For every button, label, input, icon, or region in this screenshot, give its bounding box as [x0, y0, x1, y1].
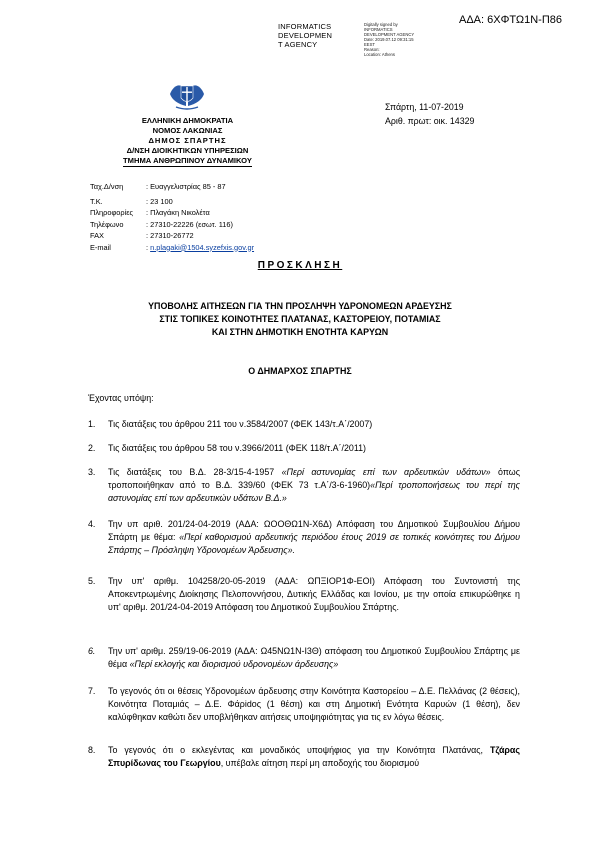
digital-signature-stamp: [278, 22, 478, 62]
document-title: ΠΡΟΣΚΛΗΣΗ: [257, 260, 343, 271]
protocol-number: Αριθ. πρωτ: οικ. 14329: [385, 116, 475, 126]
greek-coat-of-arms-icon: [168, 80, 206, 110]
agency-directorate: Δ/ΝΣΗ ΔΙΟΙΚΗΤΙΚΩΝ ΥΠΗΡΕΣΙΩΝ: [126, 146, 249, 155]
agency-municipality: ΔΗΜΟΣ ΣΠΑΡΤΗΣ: [148, 136, 227, 145]
agency-republic: ΕΛΛΗΝΙΚΗ ΔΗΜΟΚΡΑΤΙΑ: [141, 116, 234, 125]
agency-prefecture: ΝΟΜΟΣ ΛΑΚΩΝΙΑΣ: [152, 126, 223, 135]
document-page: ΑΔΑ: 6ΧΦΤΩ1Ν-Π86 INFORMATICS DEVELOPMEN T AGENCY Digitally signed by INFORMATICS DEVELOPMENT AGENCY Date: 2019.07.12 09:31:15 EEST Reason: Location: Athens ΕΛΛΗΝΙΚΗ ΔΗΜΟΚΡΑΤΙΑ ΝΟΜΟΣ ΛΑΚΩΝΙΑΣ ΔΗΜΟΣ ΣΠΑΡΤΗΣ Δ/ΝΣΗ ΔΙΟΙΚΗΤΙΚΩΝ ΥΠΗΡΕΣΙΩΝ ΤΜΗΜΑ ΑΝΘΡΩΠΙΝΟΥ ΔΥΝΑΜΙΚΟΥ Σπάρτη, 11-07-2019 Αριθ. πρωτ: οικ. 14329 Ταχ.Δ/νση : Ευαγγελιστρίας 85 - 87 Τ.Κ. : 23 100 Πληροφορίες : Πλαγάκη Νικολέτα Τηλέφωνο : 27310-22226 (εσωτ. 116) FAX : 27310-26772 E-mail : n.plagaki@1504.syzefxis.gov.gr ΠΡΟΣΚΛΗΣΗ ΥΠΟΒΟΛΗΣ ΑΙΤΗΣΕΩΝ ΓΙΑ ΤΗΝ ΠΡΟΣΛΗΨΗ ΥΔΡΟΝΟΜΕΩΝ ΑΡΔΕΥΣΗΣ ΣΤΙΣ ΤΟΠΙΚΕΣ ΚΟΙΝΟΤΗΤΕΣ ΠΛΑΤΑΝΑΣ, ΚΑΣΤΟΡΕΙΟΥ, ΠΟΤΑΜΙΑΣ ΚΑΙ ΣΤΗΝ ΔΗΜΟΤΙΚΗ ΕΝΟΤΗΤΑ ΚΑΡΥΩΝ Ο ΔΗΜΑΡΧΟΣ ΣΠΑΡΤΗΣ Έχοντας υπόψη: 1. Τις διατάξεις του άρθρου 211 του ν.3584/2007 (ΦΕΚ 143/τ.Α΄/2007) 2. Τις διατάξεις του άρθρου 58 του ν.3966/2011 (ΦΕΚ 118/τ.Α΄/2011) 3. Τις διατάξεις του Β.Δ. 28-3/15-4-1957 «Περί αστυνομίας επί των αρδευτικών υδάτων» όπως τροποποιήθηκαν από το Β.Δ. 339/60 (ΦΕΚ 73 τ.Α΄/3-6-1960)«Περί τροποποιήσεως του περί της αστυνομίας επί των αρδευτικών υδάτων Β.Δ.» 4. Την υπ αριθ. 201/24-04-2019 (ΑΔΑ: ΩΟΟΘΩ1Ν-Χ6Δ) Απόφαση του Δημοτικού Συμβουλίου Δήμου Σπάρτη με θέμα: «Περί καθορισμού αρδευτικής περιόδου έτους 2019 σε τοπικές κοινότητες του Δήμου Σπάρτης – Πρόσληψη Υδρονομέων Άρδευσης». 5. Την υπ' αριθμ. 104258/20-05-2019 (ΑΔΑ: ΩΠΞΙΟΡ1Φ-ΕΟΙ) Απόφαση του Συντονιστή της Αποκεντρωμένης Διοίκησης Πελοποννήσου, Δυτικής Ελλάδας και Ιονίου, με την οποία επικυρώθηκε η υπ' αριθμ. 201/24-04-2019 Απόφαση του Δημοτικού Συμβουλίου Σπάρτης. 6. Την υπ' αριθμ. 259/19-06-2019 (ΑΔΑ: Ω45ΝΩ1Ν-Ι3Θ) απόφαση του Δημοτικού Συμβουλίου Σπάρτης με θέμα «Περί εκλογής και διορισμού υδρονομέων άρδευσης» 7. Το γεγονός ότι οι θέσεις Υδρονομέων άρδευσης στην Κοινότητα Καστορείου – Δ.Ε. Πελλάνας (2 θέσεις), Κοινότητα Ποταμιάς – Δ.Ε. Φάρidος (1 θέση) και στη Δημοτική Ενότητα Καρυών (1 θέση), δεν καλύφθηκαν καθώτι δεν υποβλήθηκαν αιτήσεις υποψηφιότητας για τις εν λόγω θέσεις. 8. Το γεγονός ότι ο εκλεγέντας και μοναδικός υποψήφιος για την Κοινότητα Πλατάνας, Τζάρας Σπυρίδωνας του Γεωργίου, υπέβαλε αίτηση περί μη αποδοχής του διορισμού: [0, 0, 600, 849]
date-protocol-block: [385, 100, 474, 128]
ada-header: ΑΔΑ: 6ΧΦΤΩ1Ν-Π86: [458, 14, 562, 26]
agency-header: [80, 116, 295, 167]
email-link[interactable]: n.plagaki@1504.syzefxis.gov.gr: [150, 242, 255, 252]
mayor-heading: Ο ΔΗΜΑΡΧΟΣ ΣΠΑΡΤΗΣ: [248, 366, 352, 376]
agency-department: ΤΜΗΜΑ ΑΝΘΡΩΠΙΝΟΥ ΔΥΝΑΜΙΚΟΥ: [123, 156, 252, 165]
document-date: Σπάρτη, 11-07-2019: [385, 102, 464, 112]
signature-details: Digitally signed by INFORMATICS DEVELOPMENT AGENCY Date: 2019.07.12 09:31:15 EEST Reason: Location: Athens: [364, 22, 415, 57]
subject-heading: ΥΠΟΒΟΛΗΣ ΑΙΤΗΣΕΩΝ ΓΙΑ ΤΗΝ ΠΡΟΣΛΗΨΗ ΥΔΡΟΝΟΜΕΩΝ ΑΡΔΕΥΣΗΣ ΣΤΙΣ ΤΟΠΙΚΕΣ ΚΟΙΝΟΤΗΤΕΣ ΠΛΑΤΑΝΑΣ, ΚΑΣΤΟΡΕΙΟΥ, ΠΟΤΑΜΙΑΣ ΚΑΙ ΣΤΗΝ ΔΗΜΟΤΙΚΗ ΕΝΟΤΗΤΑ ΚΑΡΥΩΝ: [148, 301, 452, 337]
intro-text: Έχοντας υπόψη:: [88, 393, 154, 403]
signature-name: INFORMATICS DEVELOPMEN T AGENCY: [278, 22, 333, 49]
